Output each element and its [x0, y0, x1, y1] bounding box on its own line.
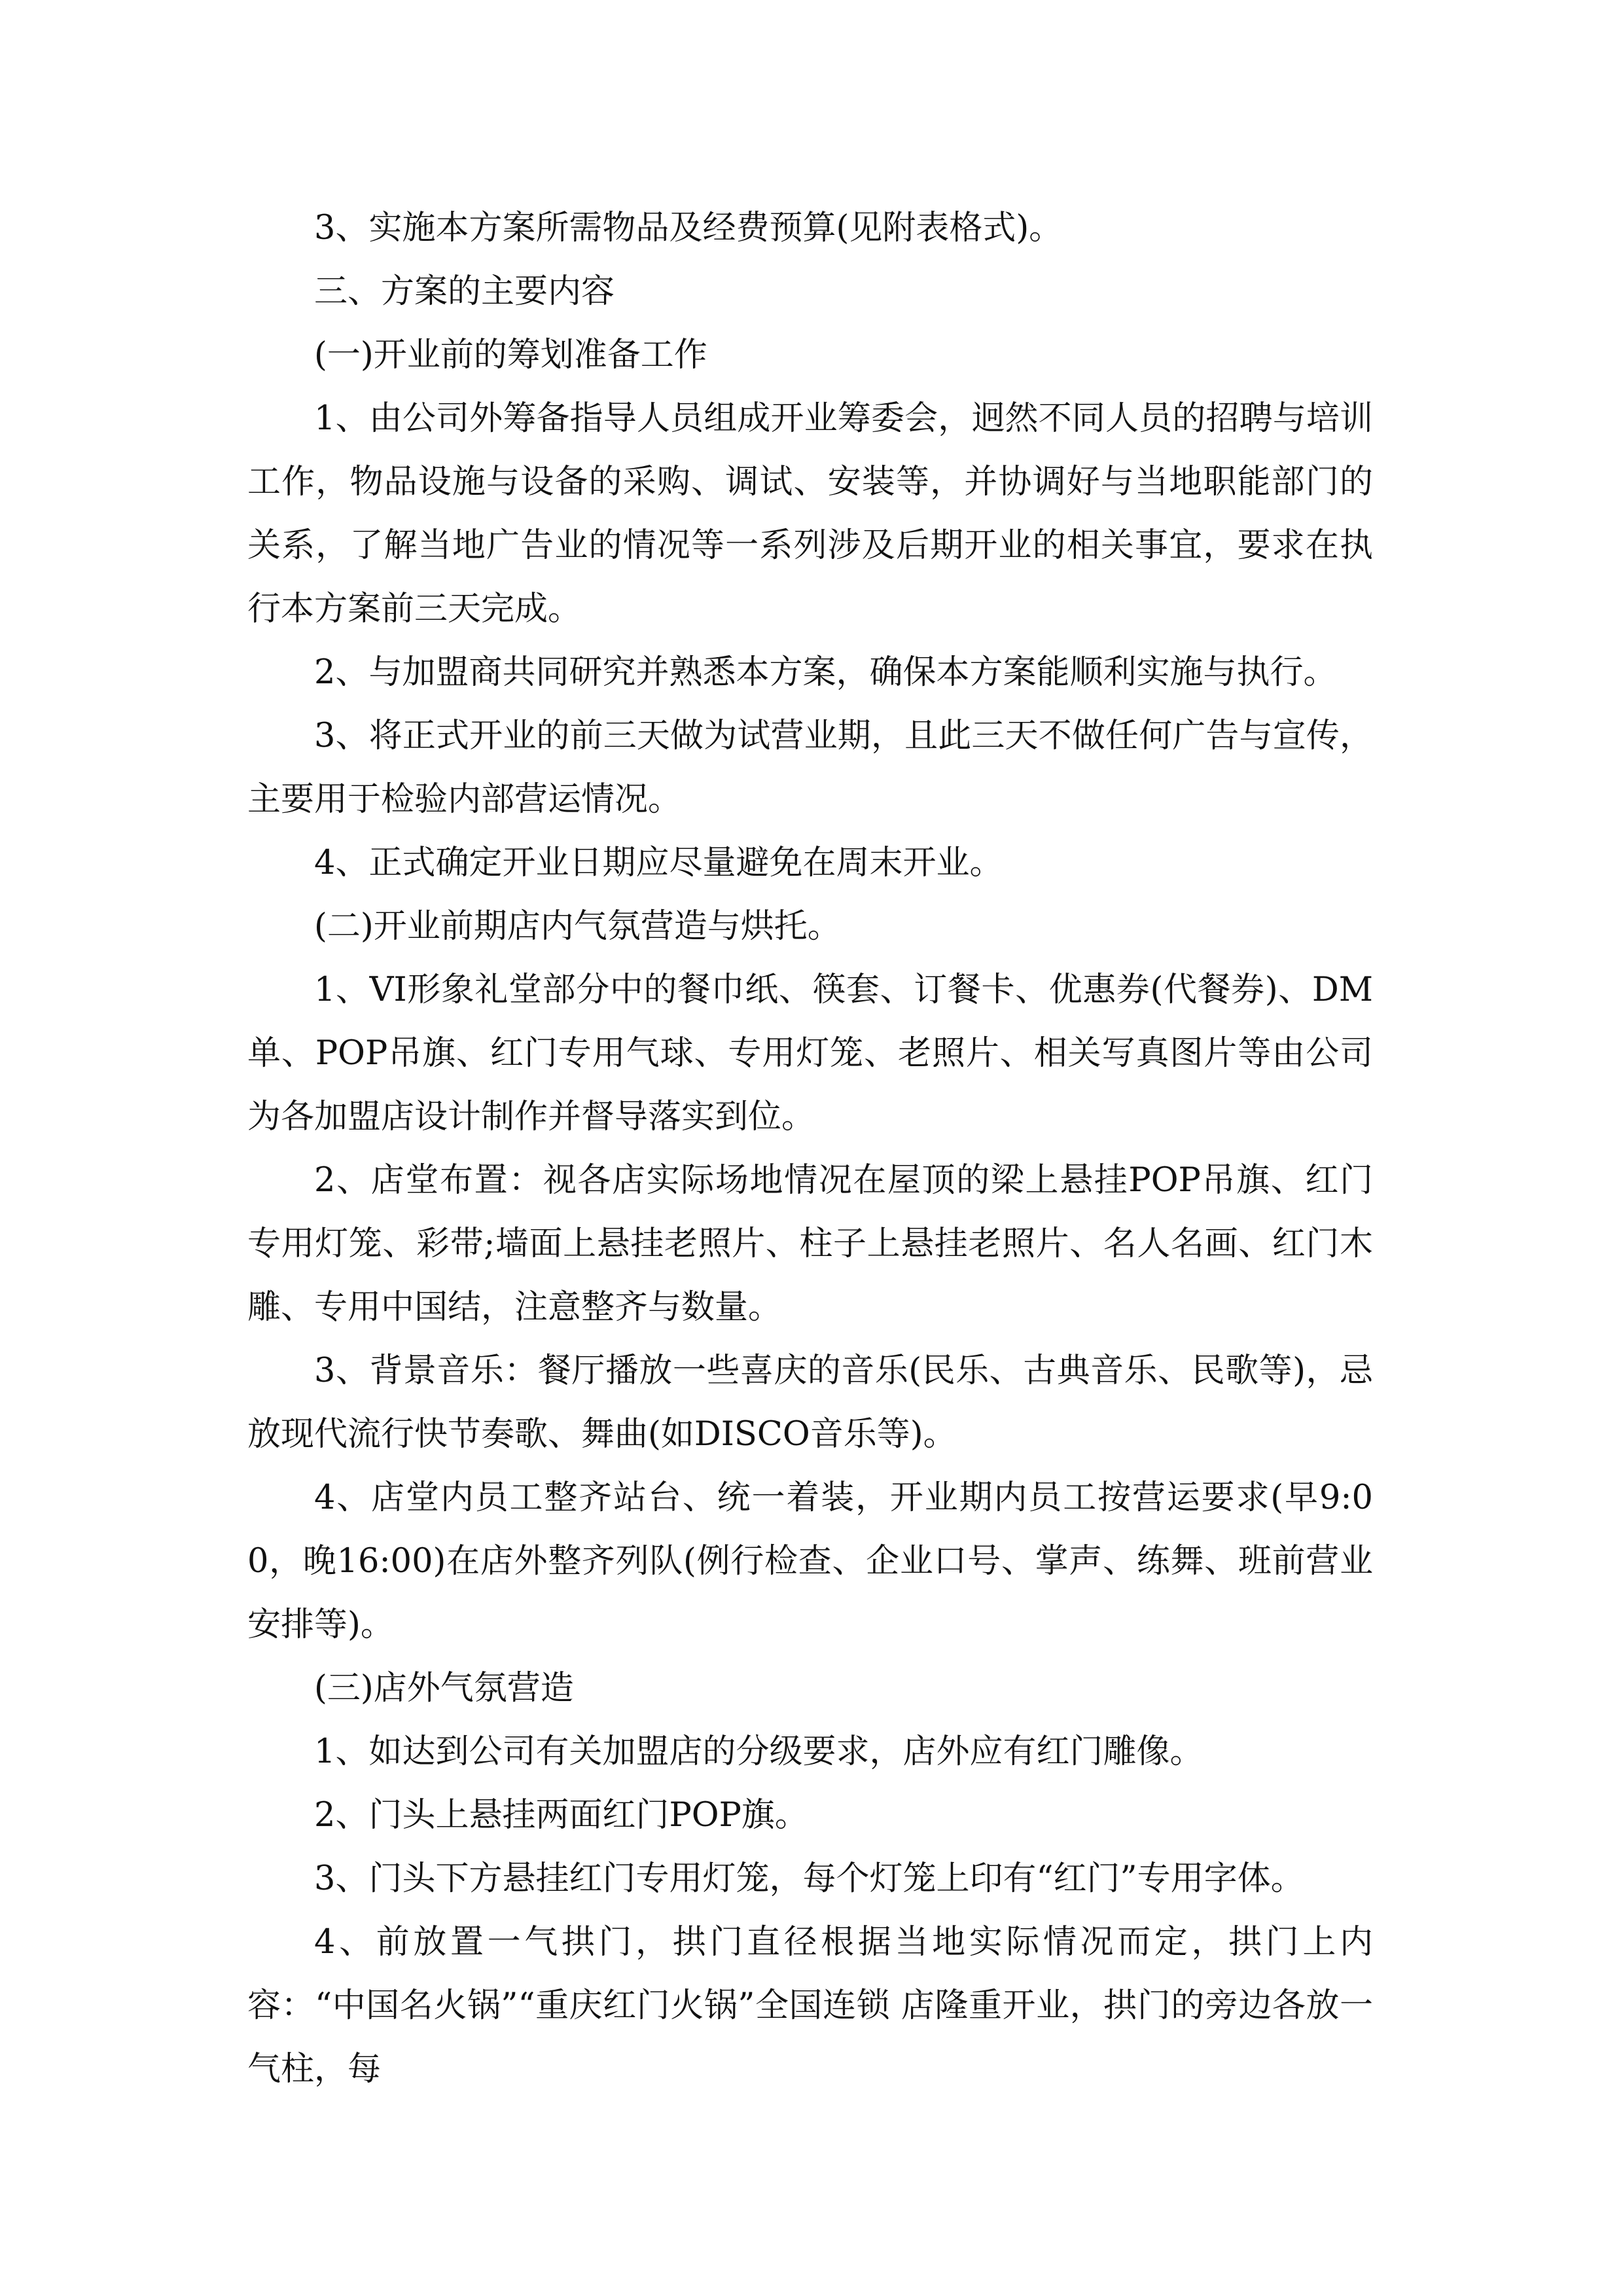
- paragraph-outdoor-3: 3、门头下方悬挂红门专用灯笼，每个灯笼上印有“红门”专用字体。: [314, 1859, 1304, 1898]
- paragraph-budget: 3、实施本方案所需物品及经费预算(见附表格式)。: [314, 209, 1063, 247]
- paragraph-indoor-1: 1、VI形象礼堂部分中的餐巾纸、筷套、订餐卡、优惠券(代餐券)、DM单、POP吊旗、红门专用气球、专用灯笼、老照片、相关写真图片等由公司为各加盟店设计制作并督导落实到位。: [247, 971, 1373, 1136]
- paragraph-indoor-4: 4、店堂内员工整齐站台、统一着装，开业期内员工按营运要求(早9:00，晚16:00)在店外整齐列队(例行检查、企业口号、掌声、练舞、班前营业安排等)。: [247, 1479, 1373, 1644]
- paragraph-outdoor-4: 4、前放置一气拱门，拱门直径根据当地实际情况而定，拱门上内容：“中国名火锅”“重庆红门火锅”全国连锁 店隆重开业，拱门的旁边各放一气柱，每: [247, 1923, 1373, 2089]
- subsection-heading-preparation: (一)开业前的筹划准备工作: [314, 336, 707, 374]
- paragraph-outdoor-2: 2、门头上悬挂两面红门POP旗。: [314, 1796, 808, 1835]
- paragraph-outdoor-1: 1、如达到公司有关加盟店的分级要求，店外应有红门雕像。: [314, 1732, 1204, 1771]
- subsection-heading-outdoor: (三)店外气氛营造: [314, 1669, 574, 1708]
- document-body: [247, 196, 1373, 2101]
- paragraph-prep-1: 1、由公司外筹备指导人员组成开业筹委会，迥然不同人员的招聘与培训工作，物品设施与设备的采购、调试、安装等，并协调好与当地职能部门的关系，了解当地广告业的情况等一系列涉及后期开业的相关事宜，要求在执行本方案前三天完成。: [247, 399, 1373, 628]
- section-heading-main-content: 三、方案的主要内容: [314, 272, 615, 311]
- subsection-heading-indoor: (二)开业前期店内气氛营造与烘托。: [314, 907, 841, 946]
- paragraph-prep-3: 3、将正式开业的前三天做为试营业期，且此三天不做任何广告与宣传，主要用于检验内部营运情况。: [247, 717, 1373, 819]
- paragraph-indoor-3: 3、背景音乐：餐厅播放一些喜庆的音乐(民乐、古典音乐、民歌等)，忌放现代流行快节奏歌、舞曲(如DISCO音乐等)。: [247, 1352, 1373, 1454]
- paragraph-prep-4: 4、正式确定开业日期应尽量避免在周末开业。: [314, 844, 1003, 882]
- paragraph-indoor-2: 2、店堂布置：视各店实际场地情况在屋顶的梁上悬挂POP吊旗、红门专用灯笼、彩带;墙面上悬挂老照片、柱子上悬挂老照片、名人名画、红门木雕、专用中国结，注意整齐与数量。: [247, 1161, 1373, 1327]
- paragraph-prep-2: 2、与加盟商共同研究并熟悉本方案，确保本方案能顺利实施与执行。: [314, 653, 1337, 692]
